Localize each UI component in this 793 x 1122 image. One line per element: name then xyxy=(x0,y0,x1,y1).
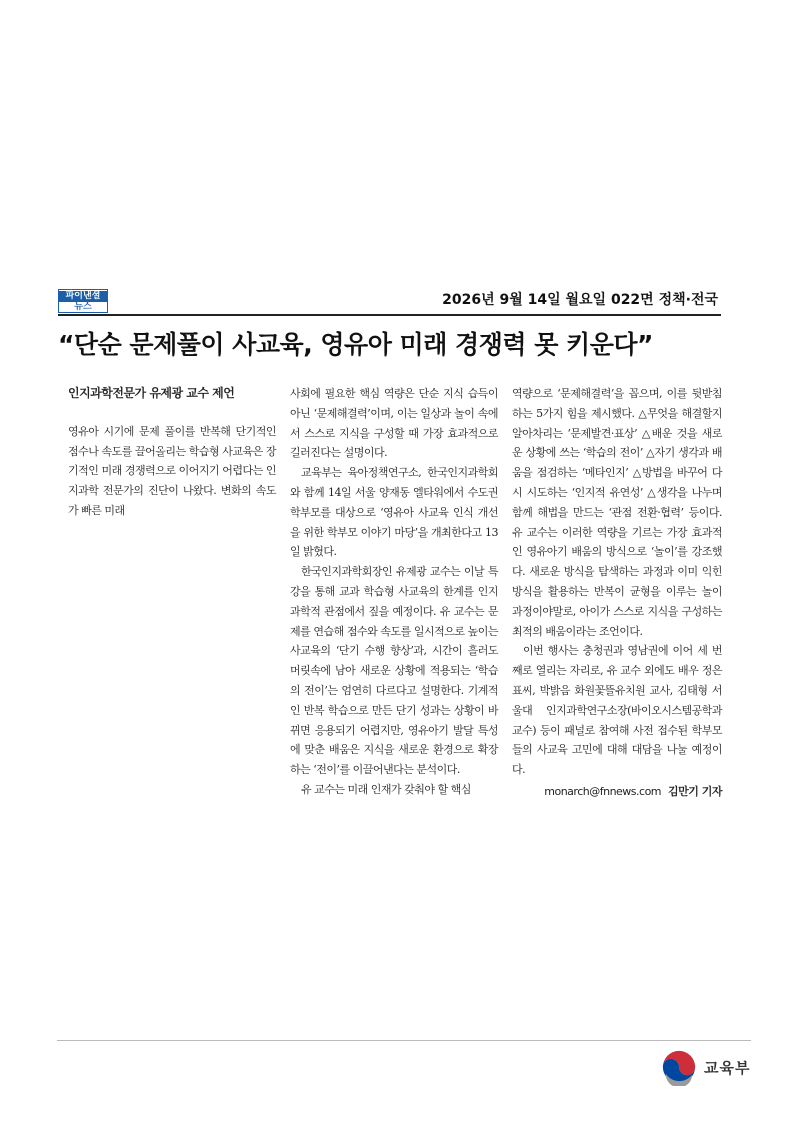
ministry-emblem-icon xyxy=(660,1048,698,1086)
article-column-3 xyxy=(512,384,722,802)
headline: “단순 문제풀이 사교육, 영유아 미래 경쟁력 못 키운다” xyxy=(58,330,653,359)
paragraph: 이번 행사는 충청권과 영남권에 이어 세 번째로 열리는 자리로, 유 교수 외에도 배우 정은표씨, 박밝음 화원꽃뜰유치원 교사, 김태형 서울대 인지과학연구소장(바이오시스템공학과 교수) 등이 패널로 참여해 사전 접수된 학부모들의 사교육 고민에 대해 대담을 나눌 예정이다. xyxy=(512,644,722,777)
reporter-email[interactable]: monarch@fnnews.com xyxy=(544,784,662,798)
newspaper-logo xyxy=(58,289,108,313)
article-column-2 xyxy=(290,384,498,800)
paragraph: 사회에 필요한 핵심 역량은 단순 지식 습득이 아닌 ‘문제해결력’이며, 이는 일상과 놀이 속에서 스스로 지식을 구성할 때 가장 효과적으로 길러진다는 설명이다. xyxy=(290,387,498,460)
paragraph: 역량으로 ‘문제해결력’을 꼽으며, 이를 뒷받침하는 5가지 힘을 제시했다. △무엇을 해결할지 알아차리는 ‘문제발견·표상’ △배운 것을 새로운 상황에 쓰는 ‘학습의 전이’ △자기 생각과 배움을 점검하는 ‘메타인지’ △방법을 바꾸어 다시 시도하는 ‘인지적 유연성’ △생각을 나누며 함께 해법을 만드는 ‘관점 전환·협력’ 등이다. 유 교수는 이러한 역량을 기르는 가장 효과적인 영유아기 배움의 방식으로 ‘놀이’를 강조했다. 새로운 방식을 탐색하는 과정과 이미 익힌 방식을 활용하는 반복이 균형을 이루는 놀이 과정이야말로, 아이가 스스로 지식을 구성하는 최적의 배움이라는 조언이다. xyxy=(512,387,722,638)
dateline: 2026년 9월 14일 월요일 022면 정책·전국 xyxy=(442,292,718,308)
byline xyxy=(512,782,722,802)
paragraph: 유 교수는 미래 인재가 갖춰야 할 핵심 xyxy=(301,782,471,796)
paragraph: 교육부는 육아정책연구소, 한국인지과학회와 함께 14일 서울 양재동 엘타워에서 수도권 학부모를 대상으로 ‘영유아 사교육 인식 개선을 위한 학부모 이야기 마당’을 개최한다고 13일 밝혔다. xyxy=(290,466,498,559)
top-rule xyxy=(58,314,721,316)
ministry-logo xyxy=(660,1048,750,1086)
footer-rule xyxy=(57,1040,751,1041)
paragraph: 한국인지과학회장인 유제광 교수는 이날 특강을 통해 교과 학습형 사교육의 한계를 인지과학적 관점에서 짚을 예정이다. 유 교수는 문제를 연습해 점수와 속도를 일시적으로 높이는 사교육의 ‘단기 수행 향상’과, 시간이 흘러도 머릿속에 남아 새로운 상황에 적용되는 ‘학습의 전이’는 엄연히 다르다고 설명한다. 기계적인 반복 학습으로 만든 단기 성과는 상황이 바뀌면 응용되기 어렵지만, 영유아기 발달 특성에 맞춘 배움은 지식을 새로운 환경으로 확장하는 ‘전이’를 이끌어낸다는 분석이다. xyxy=(290,565,498,777)
ministry-label: 교육부 xyxy=(704,1058,751,1077)
logo-line1: 파이낸셜 xyxy=(59,291,107,302)
subhead: 인지과학전문가 유제광 교수 제언 xyxy=(68,386,235,400)
paragraph: 영유아 시기에 문제 풀이를 반복해 단기적인 점수나 속도를 끌어올리는 학습형 사교육은 장기적인 미래 경쟁력으로 이어지기 어렵다는 인지과학 전문가의 진단이 나왔다. 변화의 속도가 빠른 미래 xyxy=(68,424,276,517)
logo-line2: 뉴스 xyxy=(74,301,92,312)
article-column-1 xyxy=(68,384,276,521)
reporter-name: 김만기 기자 xyxy=(668,784,722,798)
